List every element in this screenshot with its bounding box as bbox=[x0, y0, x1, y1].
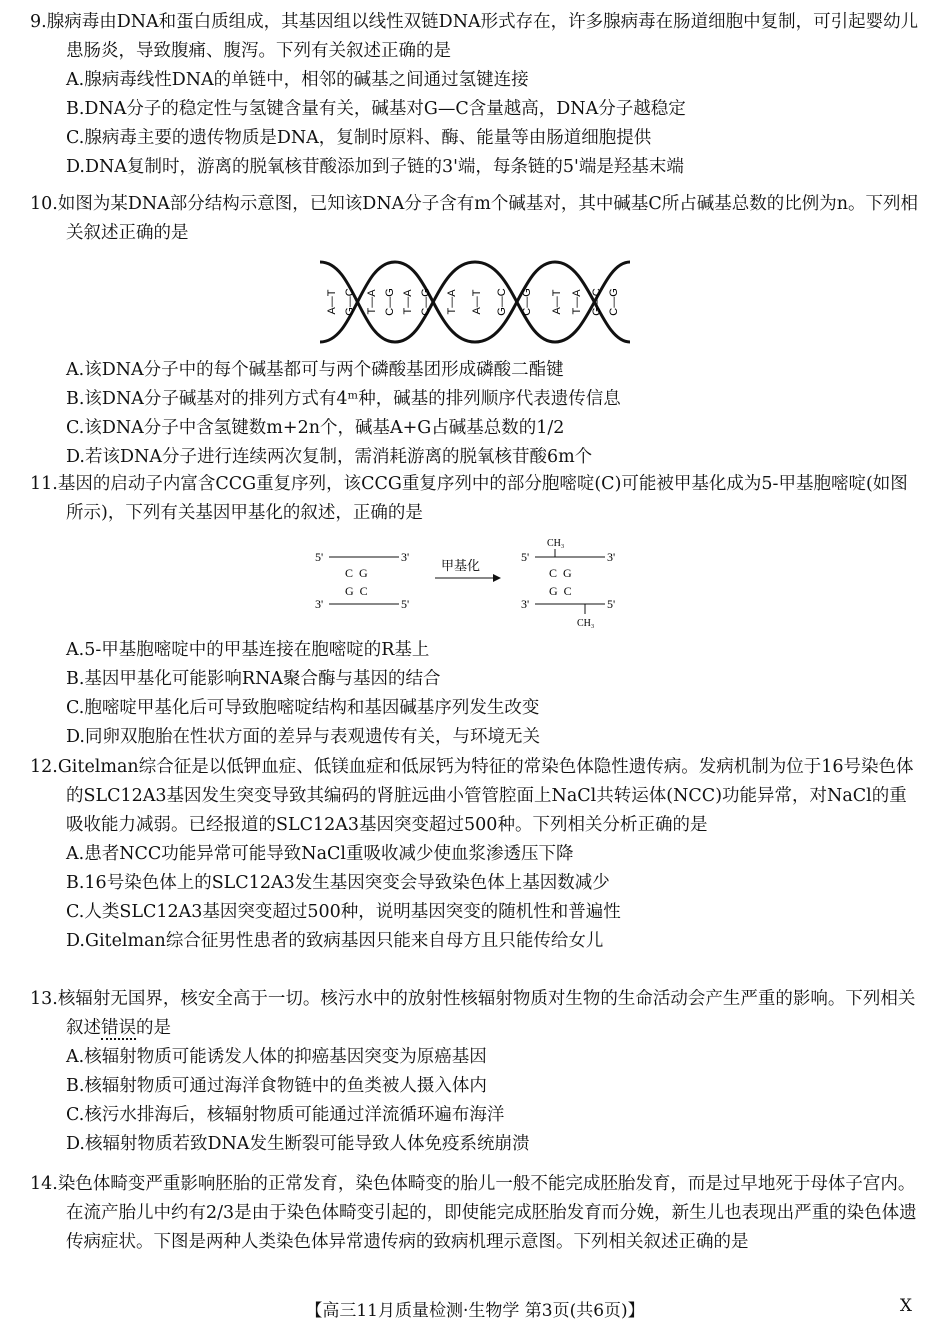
option-c: C.该DNA分子中含氢键数m+2n个，碱基A+G占碱基总数的1/2 bbox=[66, 418, 565, 438]
option-a: A.腺病毒线性DNA的单链中，相邻的碱基之间通过氢键连接 bbox=[66, 70, 529, 90]
arrow-head bbox=[493, 574, 501, 582]
footer-text: 【高三11月质量检测·生物学 第3页(共6页)】 bbox=[305, 1301, 645, 1321]
option-c: C.核污水排海后，核辐射物质可能通过洋流循环遍布海洋 bbox=[66, 1105, 505, 1125]
base-pair-label: G—C bbox=[344, 288, 356, 316]
right-top-5-end: 5' bbox=[521, 550, 530, 564]
left-bottom-5-end: 5' bbox=[401, 597, 410, 611]
question-10 bbox=[30, 190, 920, 472]
question-stem: 14.染色体畸变严重影响胚胎的正常发育，染色体畸变的胎儿一般不能完成胚胎发育，而是过早地死于母体子宫内。在流产胎儿中约有2/3是由于染色体畸变引起的，即使能完成胚胎发育而分娩，新生儿也表现出严重的染色体遗传病症状。下图是两种人类染色体异常遗传病的致病机理示意图。下列相关叙述正确的是 bbox=[30, 1174, 917, 1252]
option-a: A.患者NCC功能异常可能导致NaCl重吸收减少使血浆渗透压下降 bbox=[66, 844, 574, 864]
base-pair-label: G—C bbox=[496, 288, 508, 316]
question-stem: 11.基因的启动子内富含CCG重复序列，该CCG重复序列中的部分胞嘧啶(C)可能被甲基化成为5-甲基胞嘧啶(如图所示)，下列有关基因甲基化的叙述，正确的是 bbox=[30, 474, 908, 523]
option-d: D.同卵双胞胎在性状方面的差异与表观遗传有关，与环境无关 bbox=[66, 727, 540, 747]
option-b: B.DNA分子的稳定性与氢键含量有关，碱基对G—C含量越高，DNA分子越稳定 bbox=[66, 99, 686, 119]
dna-double-helix-figure bbox=[315, 252, 635, 352]
right-bottom-5-end: 5' bbox=[607, 597, 616, 611]
left-top-5-end: 5' bbox=[315, 550, 324, 564]
base-pair-label: T—A bbox=[402, 289, 414, 315]
option-b: B.核辐射物质可通过海洋食物链中的鱼类被人摄入体内 bbox=[66, 1076, 487, 1096]
base-pair-label: A—T bbox=[471, 289, 483, 315]
left-bottom-bases: G C bbox=[345, 584, 368, 598]
question-12 bbox=[30, 753, 920, 956]
base-pair-label: C—G bbox=[521, 288, 533, 316]
methyl-bottom: CH₃ bbox=[577, 618, 595, 629]
right-bottom-3-end: 3' bbox=[521, 597, 530, 611]
option-b: B.基因甲基化可能影响RNA聚合酶与基因的结合 bbox=[66, 669, 441, 689]
option-d: D.核辐射物质若致DNA发生断裂可能导致人体免疫系统崩溃 bbox=[66, 1134, 530, 1154]
question-11 bbox=[30, 470, 920, 752]
option-b: B.该DNA分子碱基对的排列方式有4ᵐ种，碱基的排列顺序代表遗传信息 bbox=[66, 389, 621, 409]
base-pair-label: T—A bbox=[366, 289, 378, 315]
question-stem: 13.核辐射无国界，核安全高于一切。核污水中的放射性核辐射物质对生物的生命活动会产生严重的影响。下列相关叙述错误的是 bbox=[30, 989, 916, 1038]
question-stem: 12.Gitelman综合征是以低钾血症、低镁血症和低尿钙为特征的常染色体隐性遗传病。发病机制为位于16号染色体的SLC12A3基因发生突变导致其编码的肾脏远曲小管管腔面上NaCl共转运体(NCC)功能异常，对NaCl的重吸收能力减弱。已经报道的SLC12A3基因突变超过500种。下列相关分析正确的是 bbox=[30, 757, 914, 835]
emphasis-word: 错误 bbox=[101, 1018, 136, 1038]
option-d: D.Gitelman综合征男性患者的致病基因只能来自母方且只能传给女儿 bbox=[66, 931, 604, 951]
arrow-label: 甲基化 bbox=[441, 558, 481, 573]
option-a: A.该DNA分子中的每个碱基都可与两个磷酸基团形成磷酸二酯键 bbox=[66, 360, 564, 380]
option-b: B.16号染色体上的SLC12A3发生基因突变会导致染色体上基因数减少 bbox=[66, 873, 610, 893]
footer-mark: X bbox=[899, 1296, 912, 1316]
option-a: A.核辐射物质可能诱发人体的抑癌基因突变为原癌基因 bbox=[66, 1047, 487, 1067]
base-pair-label: T—A bbox=[446, 289, 458, 315]
base-pair-label: A—T bbox=[326, 289, 338, 315]
option-d: D.DNA复制时，游离的脱氧核苷酸添加到子链的3'端，每条链的5'端是羟基末端 bbox=[66, 157, 684, 177]
question-9 bbox=[30, 8, 920, 182]
methyl-top: CH₃ bbox=[547, 538, 565, 549]
base-pair-label: G—C bbox=[591, 288, 603, 316]
left-bottom-3-end: 3' bbox=[315, 597, 324, 611]
option-c: C.腺病毒主要的遗传物质是DNA，复制时原料、酶、能量等由肠道细胞提供 bbox=[66, 128, 652, 148]
base-pair-label: C—G bbox=[420, 288, 432, 316]
question-14 bbox=[30, 1170, 920, 1257]
base-pair-label: C—G bbox=[384, 288, 396, 316]
question-stem: 10.如图为某DNA部分结构示意图，已知该DNA分子含有m个碱基对，其中碱基C所占碱基总数的比例为n。下列相关叙述正确的是 bbox=[30, 194, 919, 243]
right-bottom-bases: G C bbox=[549, 584, 572, 598]
base-pair-label: A—T bbox=[551, 289, 563, 315]
page-footer bbox=[0, 1296, 950, 1321]
question-stem: 9.腺病毒由DNA和蛋白质组成，其基因组以线性双链DNA形式存在，许多腺病毒在肠道细胞中复制，可引起婴幼儿患肠炎，导致腹痛、腹泻。下列有关叙述正确的是 bbox=[30, 12, 919, 61]
left-top-3-end: 3' bbox=[401, 550, 410, 564]
base-pair-label: T—A bbox=[571, 289, 583, 315]
option-c: C.胞嘧啶甲基化后可导致胞嘧啶结构和基因碱基序列发生改变 bbox=[66, 698, 540, 718]
right-top-3-end: 3' bbox=[607, 550, 616, 564]
option-c: C.人类SLC12A3基因突变超过500种，说明基因突变的随机性和普遍性 bbox=[66, 902, 621, 922]
option-d: D.若该DNA分子进行连续两次复制，需消耗游离的脱氧核苷酸6m个 bbox=[66, 447, 593, 467]
left-top-bases: C G bbox=[345, 566, 368, 580]
question-13 bbox=[30, 985, 920, 1159]
option-a: A.5-甲基胞嘧啶中的甲基连接在胞嘧啶的R基上 bbox=[66, 640, 430, 660]
right-top-bases: C G bbox=[549, 566, 572, 580]
base-pair-label: C—G bbox=[608, 288, 620, 316]
methylation-figure bbox=[315, 532, 635, 632]
